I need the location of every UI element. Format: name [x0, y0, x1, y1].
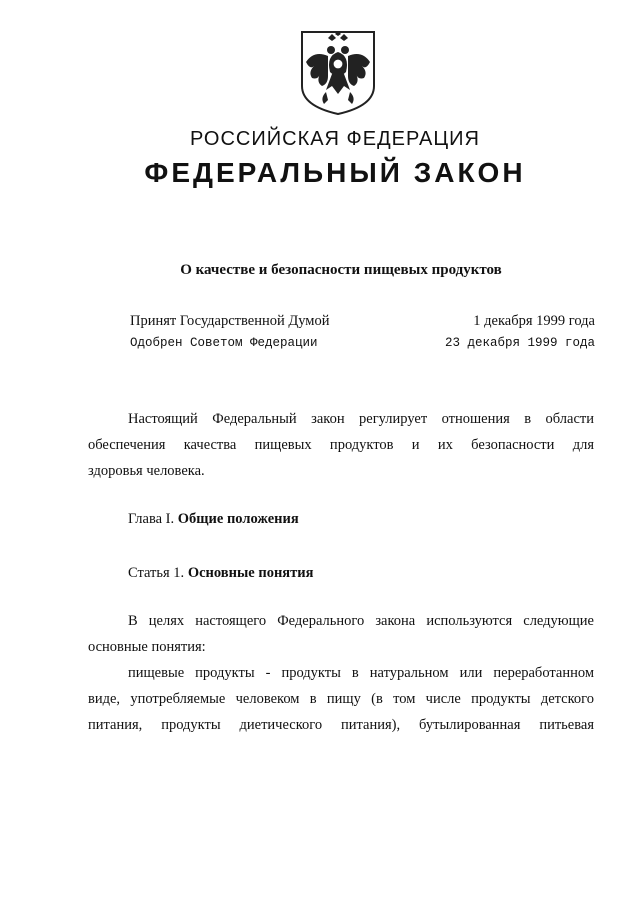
preamble-paragraph	[88, 406, 594, 484]
article-body	[88, 608, 594, 738]
coat-of-arms-icon	[298, 28, 378, 116]
text-line: В целях настоящего Федерального закона используются следующие	[128, 613, 594, 629]
article-prefix: Статья 1.	[128, 565, 185, 581]
text-line: обеспечения качества пищевых продуктов и их безопасности для	[88, 437, 594, 453]
text-line: пищевые продукты - продукты в натуральном или переработанном	[128, 665, 594, 681]
country-name: РОССИЙСКАЯ ФЕДЕРАЦИЯ	[190, 128, 480, 150]
text-line: Настоящий Федеральный закон регулирует отношения в области	[128, 411, 594, 427]
text-line: питания, продукты диетического питания), бутылированная питьевая	[88, 717, 594, 733]
chapter-heading	[128, 511, 299, 528]
chapter-title: Общие положения	[177, 511, 299, 527]
article-heading	[128, 565, 313, 582]
approval-date: 23 декабря 1999 года	[444, 336, 595, 350]
text-line: виде, употребляемые человеком в пищу (в том числе продукты детского	[88, 691, 594, 707]
adoption-date: 1 декабря 1999 года	[473, 313, 595, 329]
text-line: основные понятия:	[88, 639, 206, 655]
article-title: Основные понятия	[187, 565, 314, 581]
document-type: ФЕДЕРАЛЬНЫЙ ЗАКОН	[144, 157, 526, 188]
approval-label: Одобрен Советом Федерации	[130, 336, 318, 350]
adoption-label: Принят Государственной Думой	[130, 313, 330, 329]
chapter-prefix: Глава I.	[128, 511, 175, 527]
text-line: здоровья человека.	[88, 463, 205, 479]
law-title: О качестве и безопасности пищевых продуктов	[180, 262, 502, 278]
